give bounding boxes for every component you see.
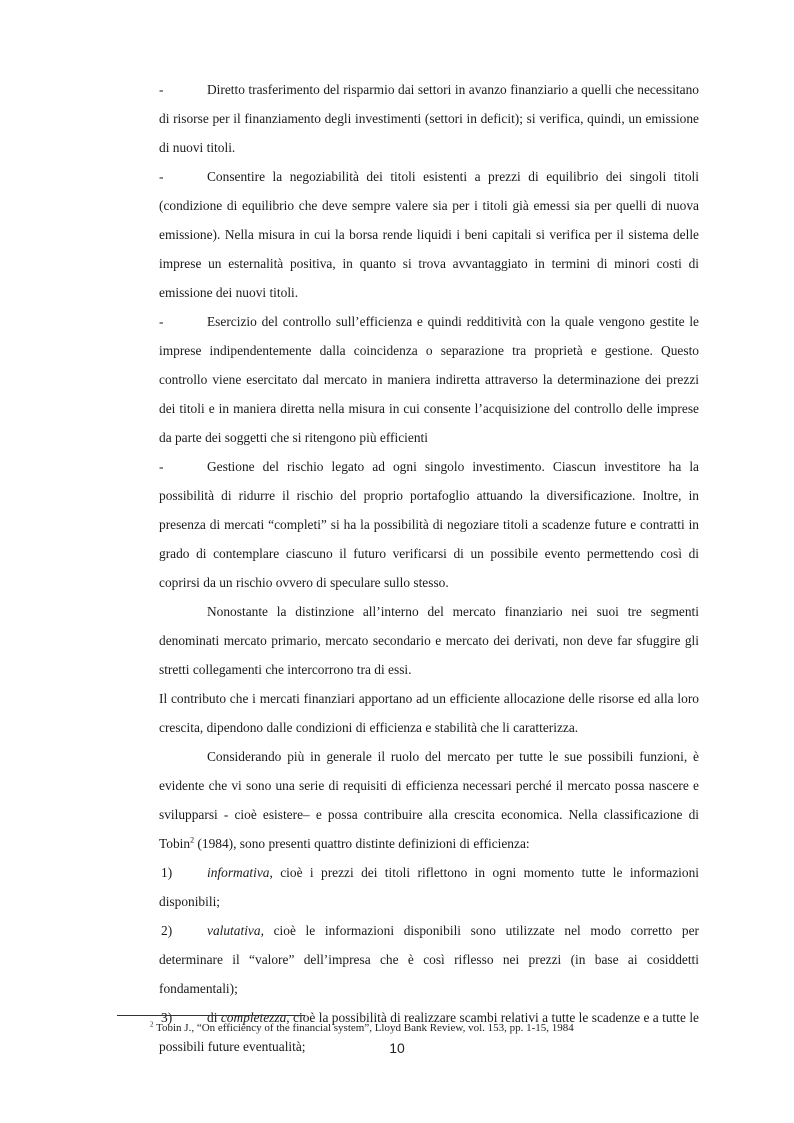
bullet-item-2 (159, 162, 699, 307)
bullet-text: Esercizio del controllo sull’efficienza e quindi redditività con la quale vengono gestite le imprese indipendentemente dalla coincidenza o separazione tra proprietà e gestione. Questo controllo viene esercitato dal mercato in maniera indiretta attraverso la determinazione dei prezzi dei titoli e in maniera diretta nella misura in cui consente l’acquisizione del controllo delle imprese da parte dei soggetti che si ritengono più efficienti (159, 314, 699, 445)
item-term: informativa (207, 865, 270, 880)
item-prefix: di (207, 1010, 221, 1025)
item-term: completezza (220, 1010, 287, 1025)
bullet-item-3 (159, 307, 699, 452)
item-text: , cioè la possibilità di realizzare scambi relativi a tutte le scadenze e a tutte le possibili future eventualità; (159, 1010, 700, 1054)
bullet-marker: - (159, 459, 164, 474)
item-number: 3) (161, 1010, 173, 1025)
paragraph-segments: Nonostante la distinzione all’interno del mercato finanziario nei suoi tre segmenti denominati mercato primario, mercato secondario e mercato dei derivati, non deve far sfuggire gli stretti collegamenti che intercorrono tra di essi. (159, 604, 699, 677)
paragraph-tobin-text-a: Considerando più in generale il ruolo del mercato per tutte le sue possibili funzioni, è evidente che vi sono una serie di requisiti di efficienza necessari perché il mercato possa nascere e svilupparsi - cioè esistere– e possa contribuire alla crescita economica. Nella classificazione di Tobin (159, 749, 699, 851)
numbered-item-2 (159, 916, 699, 1003)
item-number: 2) (161, 923, 173, 938)
footnote-separator (117, 1015, 305, 1016)
paragraph-tobin-text-b: (1984), sono presenti quattro distinte definizioni di efficienza: (194, 836, 530, 851)
bullet-text: Gestione del rischio legato ad ogni singolo investimento. Ciascun investitore ha la possibilità di ridurre il rischio del proprio portafoglio attuando la diversificazione. Inoltre, in presenza di mercati “completi” si ha la possibilità di negoziare titoli a scadenze future e contratti in grado di contemplare ciascuno il futuro verificarsi di un possibile evento permettendo così di coprirsi da un rischio ovvero di speculare sullo stesso. (159, 459, 699, 590)
footnote-ref: 2 (190, 835, 195, 845)
bullet-marker: - (159, 169, 164, 184)
paragraph-tobin (159, 742, 699, 858)
item-term: valutativa (207, 923, 261, 938)
numbered-item-1 (159, 858, 699, 916)
footnote (150, 1021, 710, 1035)
bullet-text: Consentire la negoziabilità dei titoli esistenti a prezzi di equilibrio dei singoli titoli (condizione di equilibrio che deve sempre valere sia per i titoli già emessi sia per quelli di nuova emissione). Nella misura in cui la borsa rende liquidi i beni capitali si verifica per il sistema delle imprese un esternalità positiva, in quanto si trova avvantaggiato in termini di minori costi di emissione dei nuovi titoli. (159, 169, 699, 300)
bullet-item-4 (159, 452, 699, 597)
bullet-text: Diretto trasferimento del risparmio dai settori in avanzo finanziario a quelli che necessitano di risorse per il finanziamento degli investimenti (settori in deficit); si verifica, quindi, un emissione di nuovi titoli. (159, 82, 699, 155)
item-number: 1) (161, 865, 173, 880)
footnote-text: Tobin J., “On efficiency of the financial system”, Lloyd Bank Review, vol. 153, pp. 1-15, 1984 (153, 1022, 574, 1034)
body-text (159, 75, 699, 1061)
bullet-item-1 (159, 75, 699, 162)
item-text: , cioè le informazioni disponibili sono utilizzate nel modo corretto per determinare il “valore” dell’impresa che è così riflesso nei prezzi (in base ai cosiddetti fondamentali); (159, 923, 699, 996)
paragraph-contribution: Il contributo che i mercati finanziari apportano ad un efficiente allocazione delle risorse ed alla loro crescita, dipendono dalle condizioni di efficienza e stabilità che li caratterizza. (159, 691, 699, 735)
item-text: , cioè i prezzi dei titoli riflettono in ogni momento tutte le informazioni disponibili; (159, 865, 699, 909)
bullet-marker: - (159, 314, 164, 329)
page-number: 10 (389, 1040, 405, 1056)
bullet-marker: - (159, 82, 164, 97)
footnote-number: 2 (150, 1020, 154, 1029)
